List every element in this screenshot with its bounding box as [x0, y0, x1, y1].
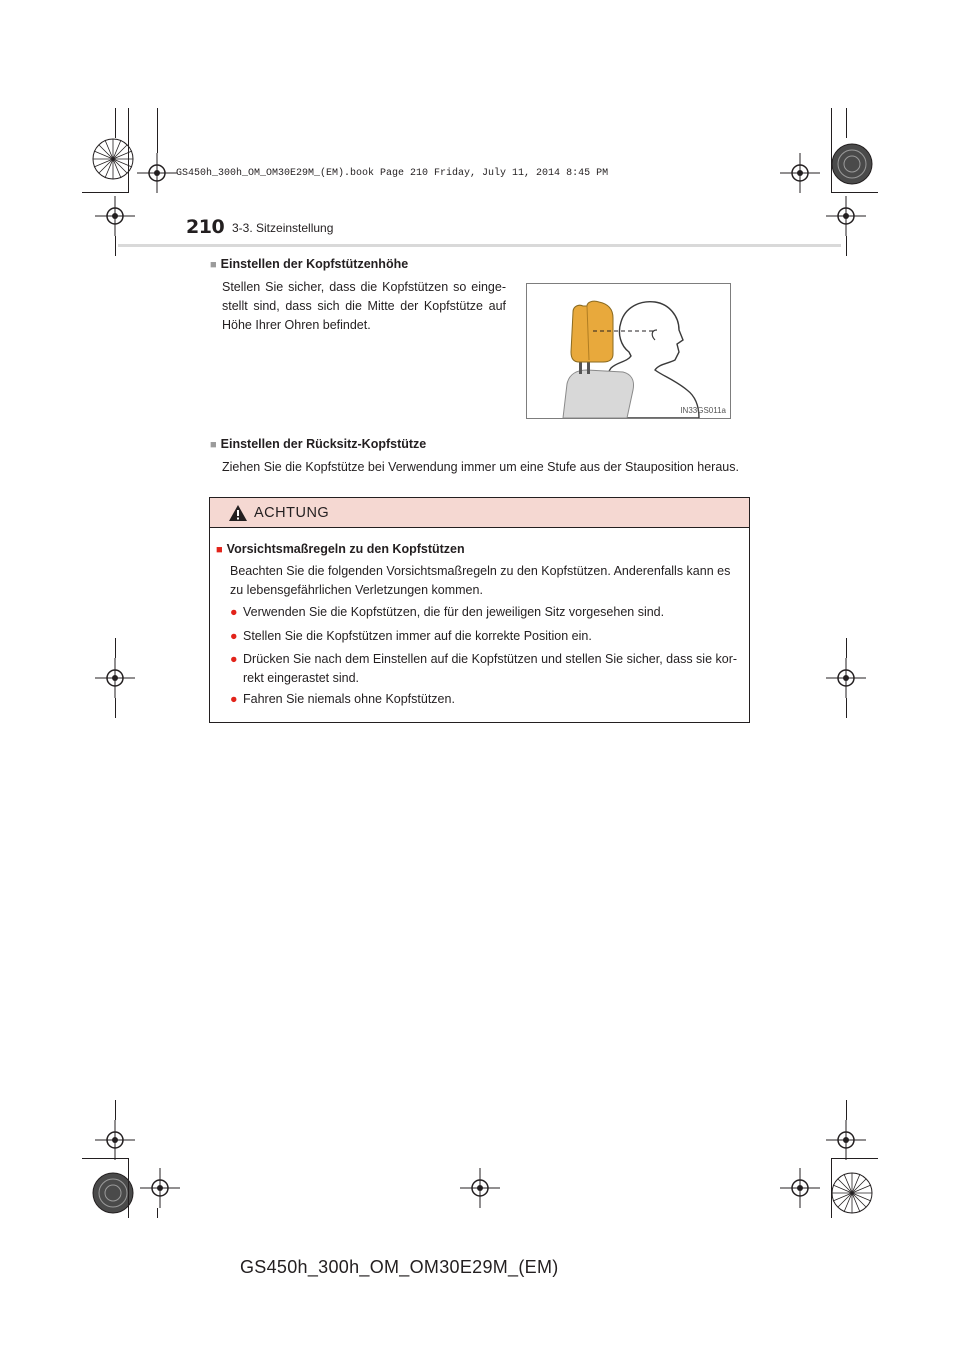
bullet-dot-icon: ● [230, 652, 238, 666]
crosshair-icon [826, 196, 866, 236]
crosshair-icon [780, 153, 820, 193]
crosshair-icon [95, 658, 135, 698]
section-heading: ■ Einstellen der Kopfstützenhöhe [210, 257, 409, 271]
square-bullet-icon: ■ [210, 439, 217, 451]
warning-header [210, 498, 749, 528]
section-body: Stellen Sie sicher, dass die Kopfstützen so einge- stellt sind, dass sich die Mitte der Kopfstütze auf Höhe Ihrer Ohren befindet. [222, 280, 506, 332]
registration-target-icon [88, 134, 138, 184]
footer-manual-code: GS450h_300h_OM_OM30E29M_(EM) [240, 1257, 559, 1277]
registration-target-icon [827, 139, 877, 189]
section-body: Ziehen Sie die Kopfstütze bei Verwendung immer um eine Stufe aus der Stauposition heraus. [222, 460, 739, 474]
crosshair-icon [140, 1168, 180, 1208]
bullet-dot-icon: ● [230, 629, 238, 643]
warning-bullet: ● Fahren Sie niemals ohne Kopfstützen. [230, 690, 745, 709]
warning-box [209, 497, 750, 723]
crosshair-icon [826, 658, 866, 698]
warning-bullet: ● Stellen Sie die Kopfstützen immer auf die korrekte Position ein. [230, 627, 745, 646]
crosshair-icon [780, 1168, 820, 1208]
section-heading: ■ Einstellen der Rücksitz-Kopfstütze [210, 437, 427, 451]
bullet-dot-icon: ● [230, 605, 238, 619]
warning-title: ACHTUNG [254, 505, 330, 521]
print-header: GS450h_300h_OM_OM30E29M_(EM).book Page 210 Friday, July 11, 2014 8:45 PM [176, 168, 609, 179]
headrest-diagram [527, 284, 730, 418]
registration-target-icon [88, 1168, 138, 1218]
crosshair-icon [460, 1168, 500, 1208]
page-number: 210 [186, 216, 225, 238]
crosshair-icon [137, 153, 177, 193]
warning-heading: ■ Vorsichtsmaßregeln zu den Kopfstützen [216, 542, 465, 556]
crosshair-icon [95, 196, 135, 236]
warning-triangle-icon [228, 504, 248, 522]
figure-code: IN33GS011a [680, 406, 726, 415]
seat-back [563, 370, 634, 418]
section-title: 3-3. Sitzeinstellung [232, 221, 334, 235]
warning-body: Beachten Sie die folgenden Vorsichtsmaßregeln zu den Kopfstützen. Anderenfalls kann es zu lebensgefährlichen Verletzungen kommen. [230, 564, 731, 597]
header-rule [118, 244, 841, 247]
square-bullet-icon: ■ [210, 259, 217, 271]
headrest-height-illustration [526, 283, 731, 419]
warning-bullet: ● Verwenden Sie die Kopfstützen, die für den jeweiligen Sitz vorgesehen sind. [230, 603, 745, 622]
crosshair-icon [826, 1120, 866, 1160]
headrest [571, 301, 613, 362]
registration-target-icon [827, 1168, 877, 1218]
warning-bullet: ● Drücken Sie nach dem Einstellen auf die Kopfstützen und stellen Sie sicher, dass sie kor- rekt eingerastet sind. [230, 652, 738, 685]
bullet-dot-icon: ● [230, 692, 238, 706]
crosshair-icon [95, 1120, 135, 1160]
square-bullet-icon: ■ [216, 544, 223, 556]
